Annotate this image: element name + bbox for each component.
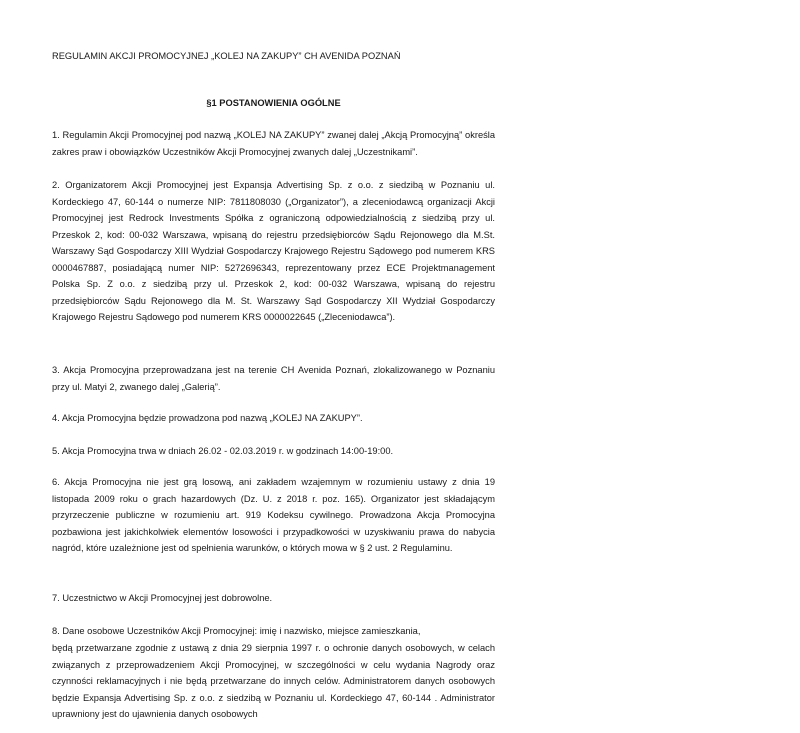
paragraph-6: 6. Akcja Promocyjna nie jest grą losową, ani zakładem wzajemnym w rozumieniu ustawy z dnia 19 listopada 2009 roku o grach hazardowych (Dz. U. z 2018 r. poz. 165). Organizator jest składającym przyrzeczenie publiczne w rozumieniu art. 919 Kodeksu cywilnego. Prowadzona Akcja Promocyjna pozbawiona jest jakichkolwiek elementów losowości i przypadkowości w uzyskiwaniu prawa do nabycia nagród, które uzależnione jest od spełnienia warunków, o których mowa w § 2 ust. 2 Regulaminu. bbox=[52, 477, 495, 553]
paragraph-2: 2. Organizatorem Akcji Promocyjnej jest Expansja Advertising Sp. z o.o. z siedzibą w Poznaniu ul. Kordeckiego 47, 60-144 o numerze NIP: 7811808030 („Organizator”), a zleceniodawcą organizacji Akcji Promocyjnej jest Redrock Investments Spółka z ograniczoną odpowiedzialnością z siedzibą przy ul. Przeskok 2, kod: 00-032 Warszawa, wpisaną do rejestru przedsiębiorców Sądu Rejonowego dla M.St. Warszawy Sąd Gospodarczy XIII Wydział Gospodarczy Krajowego Rejestru Sądowego pod numerem KRS 0000467887, posiadającą numer NIP: 5272696343, reprezentowany przez ECE Projektmanagement Polska Sp. Z o.o. z siedzibą przy ul. Przeskok 2, kod: 00-032 Warszawa, wpisaną do rejestru przedsiębiorców Sądu Rejonowego dla M. St. Warszawy Sąd Gospodarczy XII Wydział Gospodarczy Krajowego Rejestru Sądowego pod numerem KRS 0000022645 („Zleceniodawca”). bbox=[52, 180, 495, 322]
paragraph-5: 5. Akcja Promocyjna trwa w dniach 26.02 - 02.03.2019 r. w godzinach 14:00-19:00. bbox=[52, 446, 394, 456]
section-heading: §1 POSTANOWIENIA OGÓLNE bbox=[206, 98, 341, 108]
paragraph-8: będą przetwarzane zgodnie z ustawą z dnia 29 sierpnia 1997 r. o ochronie danych osobowych, w celach związanych z przeprowadzeniem Akcji Promocyjnej, w szczególności w celu wydania Nagrody oraz czynności reklamacyjnych i nie będą przetwarzane do innych celów. Administratorem danych osobowych będzie Expansja Advertising Sp. z o.o. z siedzibą w Poznaniu ul. Kordeckiego 47, 60-144 . Administrator uprawniony jest do ujawnienia danych osobowych bbox=[52, 643, 495, 719]
paragraph-3: 3. Akcja Promocyjna przeprowadzana jest na terenie CH Avenida Poznań, zlokalizowanego w Poznaniu przy ul. Matyi 2, zwanego dalej „Galerią”. bbox=[52, 365, 495, 392]
paragraph-4: 4. Akcja Promocyjna będzie prowadzona pod nazwą „KOLEJ NA ZAKUPY”. bbox=[52, 413, 363, 423]
document-title: REGULAMIN AKCJI PROMOCYJNEJ „KOLEJ NA ZAKUPY” CH AVENIDA POZNAŃ bbox=[52, 51, 401, 61]
paragraph-1: 1. Regulamin Akcji Promocyjnej pod nazwą „KOLEJ NA ZAKUPY” zwanej dalej „Akcją Promocyjną” określa zakres praw i obowiązków Uczestników Akcji Promocyjnej zwanych dalej „Uczestnikami”. bbox=[52, 130, 495, 157]
paragraph-8-first-line: 8. Dane osobowe Uczestników Akcji Promocyjnej: imię i nazwisko, miejsce zamieszkania, bbox=[52, 626, 421, 636]
paragraph-7: 7. Uczestnictwo w Akcji Promocyjnej jest dobrowolne. bbox=[52, 593, 273, 603]
